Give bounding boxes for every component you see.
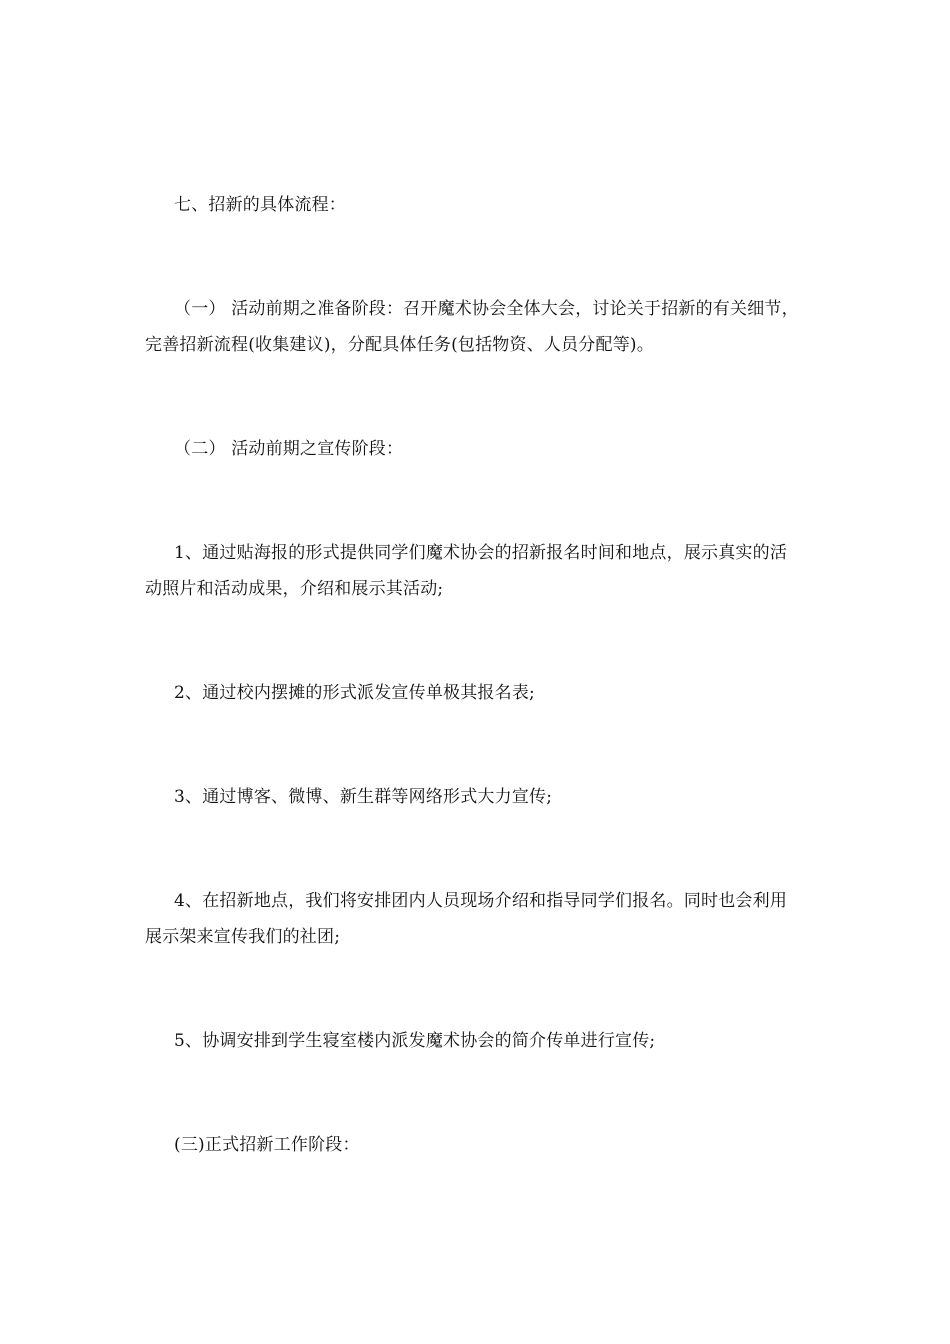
list-item-online-publicity: 3、通过博客、微博、新生群等网络形式大力宣传;: [174, 787, 553, 807]
paragraph-publicity-stage-heading: （二） 活动前期之宣传阶段：: [174, 439, 404, 459]
section-heading-recruitment-process: 七、招新的具体流程：: [174, 195, 346, 215]
list-item-campus-stall: 2、通过校内摆摊的形式派发宣传单极其报名表;: [174, 683, 535, 703]
list-item-onsite-guidance: 4、在招新地点，我们将安排团内人员现场介绍和指导同学们报名。同时也会利用展示架来宣传我们的社团;: [145, 891, 788, 947]
list-item-posters: 1、通过贴海报的形式提供同学们魔术协会的招新报名时间和地点，展示真实的活动照片和活动成果，介绍和展示其活动;: [145, 543, 788, 599]
paragraph-formal-recruitment-heading: (三)正式招新工作阶段：: [174, 1135, 360, 1155]
list-item-dormitory-flyers: 5、协调安排到学生寝室楼内派发魔术协会的简介传单进行宣传;: [174, 1031, 656, 1051]
paragraph-preparation-stage: （一） 活动前期之准备阶段：召开魔术协会全体大会，讨论关于招新的有关细节，完善招新流程(收集建议)，分配具体任务(包括物资、人员分配等)。: [145, 299, 799, 355]
